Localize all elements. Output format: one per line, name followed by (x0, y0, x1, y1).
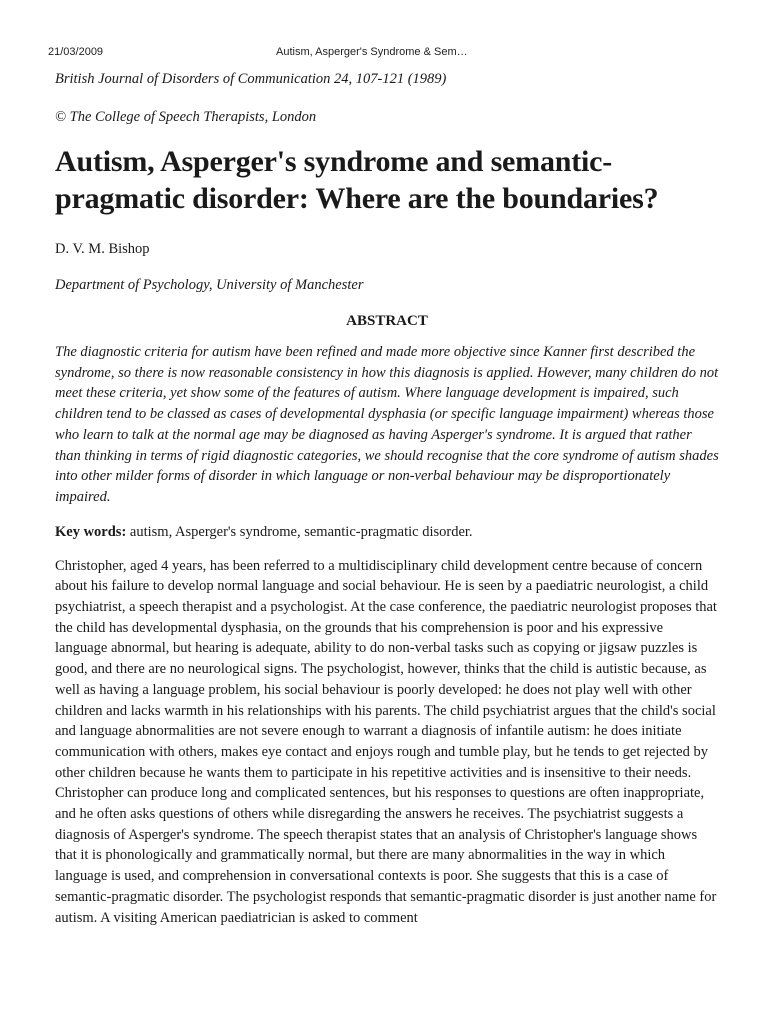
print-header (48, 46, 720, 60)
article (55, 69, 719, 928)
copyright-notice: © The College of Speech Therapists, London (55, 109, 317, 125)
keywords-list: autism, Asperger's syndrome, semantic-pragmatic disorder. (129, 523, 473, 540)
article-title: Autism, Asperger's syndrome and semantic-pragmatic disorder: Where are the boundaries? (55, 145, 659, 215)
keywords (55, 522, 719, 542)
abstract-text: The diagnostic criteria for autism have been refined and made more objective since Kanner first described the syndrome, so there is now reasonable consistency in how this diagnosis is applied. However, many children do not meet these criteria, yet show some of the features of autism. Where language development is impaired, such children tend to be classed as cases of developmental dysphasia (or specific language impairment) whereas those who learn to talk at the normal age may be diagnosed as having Asperger's syndrome. It is argued that rather than thinking in terms of rigid diagnostic categories, we should recognise that the core syndrome of autism shades into other milder forms of disorder in which language or non-verbal behaviour may be disproportionately impaired. (55, 344, 719, 505)
print-page-title: Autism, Asperger's Syndrome & Sem… (276, 46, 468, 58)
journal-citation: British Journal of Disorders of Communication 24, 107-121 (1989) (55, 71, 447, 87)
author-name: D. V. M. Bishop (55, 241, 150, 257)
print-date: 21/03/2009 (48, 46, 104, 58)
author-affiliation: Department of Psychology, University of Manchester (55, 277, 364, 293)
abstract-heading: ABSTRACT (346, 313, 428, 329)
keywords-label: Key words: (55, 523, 127, 540)
body-paragraph: Christopher, aged 4 years, has been referred to a multidisciplinary child development centre because of concern about his failure to develop normal language and social behaviour. He is seen by a paediatric neurologist, a child psychiatrist, a speech therapist and a psychologist. At the case conference, the paediatric neurologist proposes that the child has developmental dysphasia, on the grounds that his comprehension is poor and his expressive language abnormal, but hearing is adequate, ability to do non-verbal tasks such as copying or jigsaw puzzles is good, and there are no neurological signs. The psychologist, however, thinks that the child is autistic because, as well as having a language problem, his social behaviour is poorly developed: he does not play well with other children and lacks warmth in his relationships with his parents. The child psychiatrist argues that the child's social and language abnormalities are not severe enough to warrant a diagnosis of infantile autism: he does initiate communication with others, makes eye contact and enjoys rough and tumble play, but he tends to get rejected by other children because he wants them to participate in his repetitive activities and is insensitive to their needs. Christopher can produce long and complicated sentences, but his responses to questions are often inappropriate, and he often asks questions of others while disregarding the answers he receives. The psychiatrist suggests a diagnosis of Asperger's syndrome. The speech therapist states that an analysis of Christopher's language shows that it is phonologically and grammatically normal, but there are many abnormalities in the way in which language is used, and comprehension in conversational contexts is poor. She suggests that this is a case of semantic-pragmatic disorder. The psychologist responds that semantic-pragmatic disorder is just another name for autism. A visiting American paediatrician is asked to comment (55, 557, 717, 926)
